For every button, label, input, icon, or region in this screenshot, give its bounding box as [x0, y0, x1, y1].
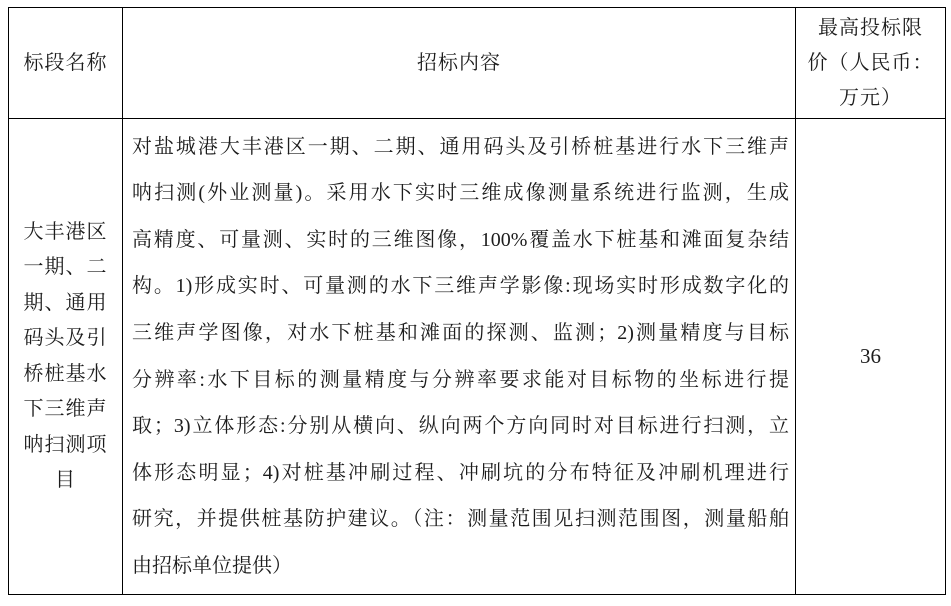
cell-bid-content — [123, 119, 796, 595]
table-header-row — [9, 8, 946, 119]
bid-content-line: 由招标单位提供） — [132, 554, 292, 577]
bid-content-line: 三维声学图像，对水下桩基和滩面的探测、监测；2)测量精度与目标 — [132, 321, 789, 344]
bid-content-line: 构。1)形成实时、可量测的水下三维声学影像:现场实时形成数字化的 — [132, 275, 789, 298]
header-max-price-line: 价（人民币： — [807, 51, 934, 74]
header-bid-content-label: 招标内容 — [417, 51, 501, 74]
max-price-value: 36 — [860, 344, 881, 368]
cell-section-name — [9, 119, 123, 595]
bid-content-line: 体形态明显；4)对桩基冲刷过程、冲刷坑的分布特征及冲刷机理进行 — [132, 461, 789, 484]
header-section-name-label: 标段名称 — [23, 51, 108, 74]
bid-content-line: 研究，并提供桩基防护建议。（注：测量范围见扫测范围图，测量船舶 — [132, 508, 789, 531]
header-max-price — [796, 8, 946, 119]
header-max-price-line: 最高投标限 — [818, 16, 923, 39]
section-name-line: 下三维声 — [23, 398, 108, 420]
section-name-line: 期、通用 — [23, 291, 108, 314]
cell-max-price — [796, 119, 946, 595]
bid-content-line: 呐扫测(外业测量)。采用水下实时三维成像测量系统进行监测，生成 — [132, 182, 789, 205]
section-name-line: 码头及引 — [23, 327, 108, 349]
section-name-line: 一期、二 — [23, 256, 108, 278]
header-max-price-line: 万元） — [839, 86, 902, 109]
section-name-line: 桥桩基水 — [23, 362, 108, 385]
bid-content-line: 对盐城港大丰港区一期、二期、通用码头及引桥桩基进行水下三维声 — [132, 135, 789, 158]
bid-content-line: 取；3)立体形态:分别从横向、纵向两个方向同时对目标进行扫测，立 — [132, 415, 789, 438]
header-section-name — [9, 8, 123, 119]
header-bid-content — [123, 8, 796, 119]
section-name-line: 呐扫测项 — [23, 433, 108, 456]
bid-content-line: 高精度、可量测、实时的三维图像，100%覆盖水下桩基和滩面复杂结 — [132, 228, 789, 251]
table-data-row — [9, 119, 946, 595]
section-name-line: 目 — [55, 469, 76, 491]
bid-sections-table — [8, 7, 946, 595]
bid-content-line: 分辨率:水下目标的测量精度与分辨率要求能对目标物的坐标进行提 — [132, 368, 789, 391]
section-name-line: 大丰港区 — [23, 220, 108, 243]
